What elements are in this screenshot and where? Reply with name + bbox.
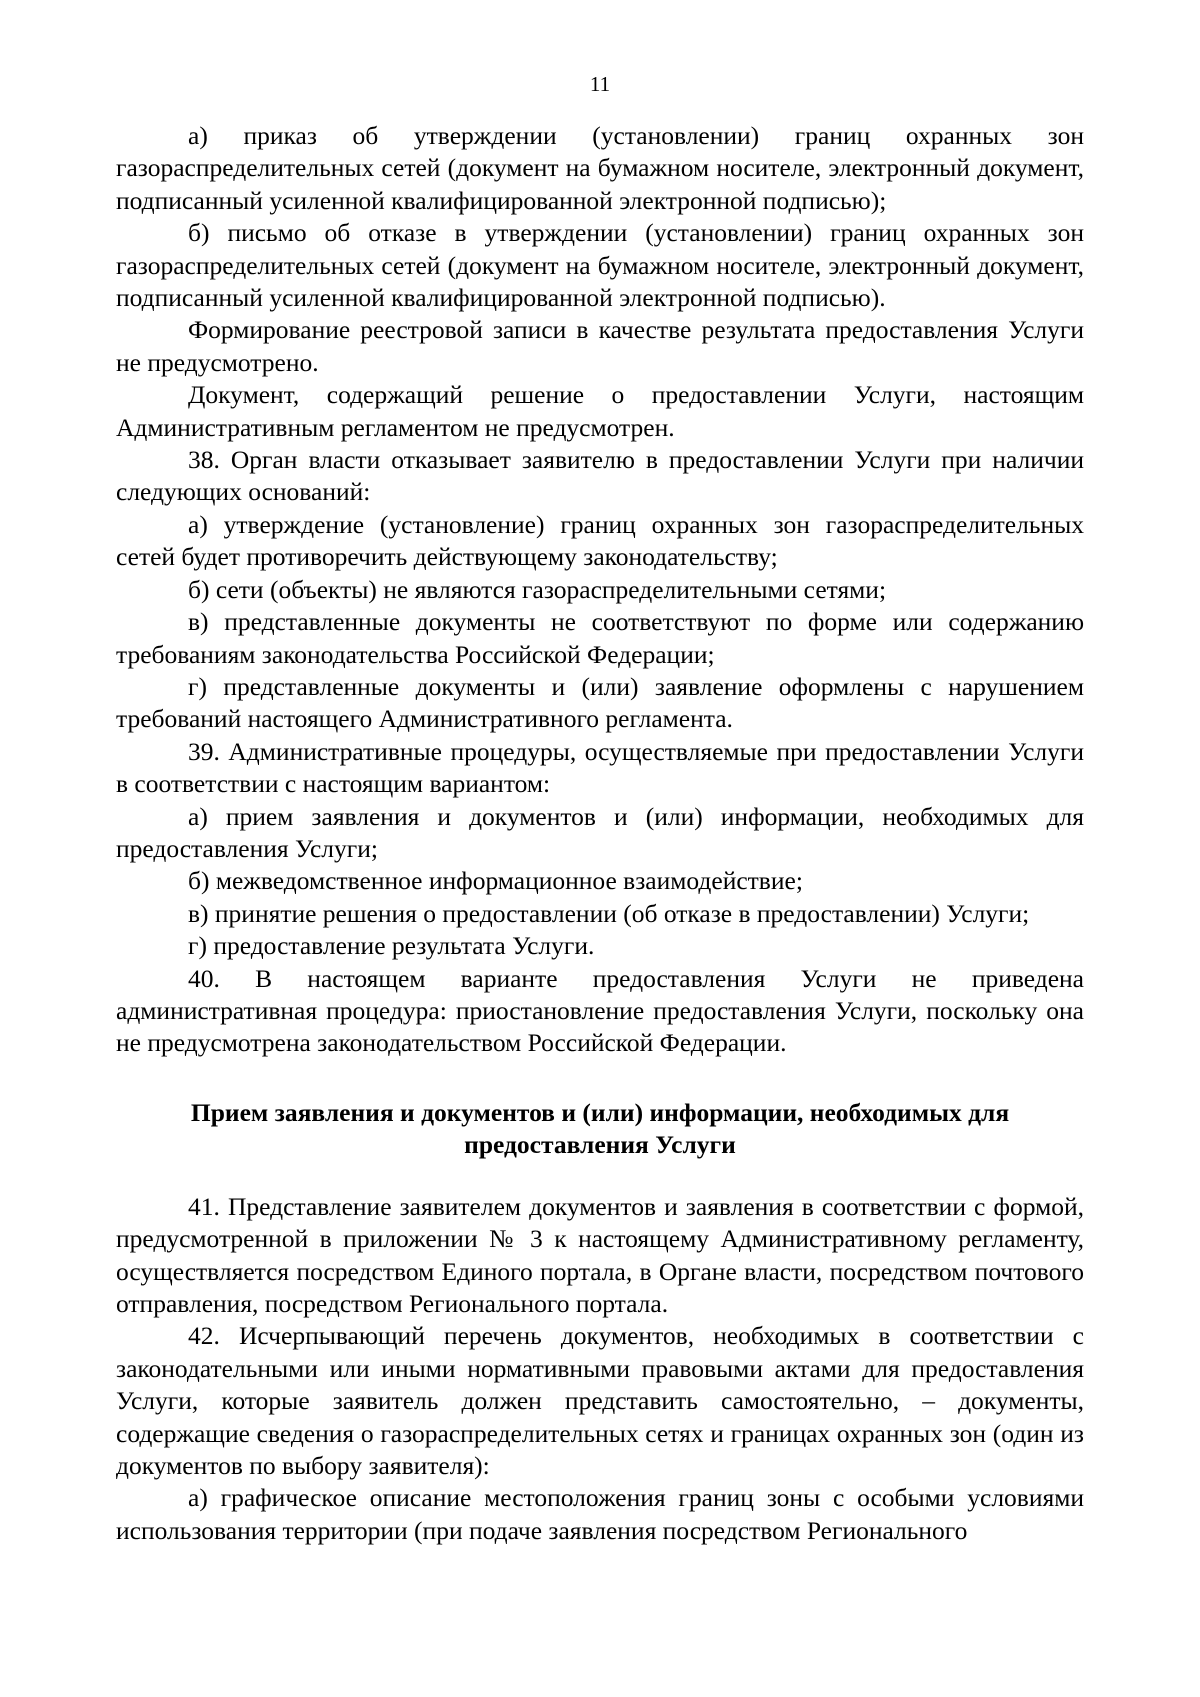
section-heading [116,1097,1084,1161]
paragraph-39-b: б) межведомственное информационное взаимодействие; [188,866,803,896]
section-heading-line-1: Прием заявления и документов и (или) информации, необходимых для [190,1097,1010,1127]
paragraph-result-refusal-letter: б) письмо об отказе в утверждении (установлении) границ охранных зон газораспределительных сетей (документ на бумажном носителе, электронный документ, подписанный усиленной квалифицированной электронной подписью). [116,218,1084,313]
paragraph-42: 42. Исчерпывающий перечень документов, необходимых в соответствии с законодательными или иными нормативными правовыми актами для предоставления Услуги, которые заявитель должен представить самостоятельно, – документы, содержащие сведения о газораспределительных сетях и границах охранных зон (один из документов по выбору заявителя): [116,1321,1084,1481]
page-number: 11 [589,72,611,96]
paragraph-39-g: г) предоставление результата Услуги. [188,931,595,961]
paragraph-42-a: а) графическое описание местоположения границ зоны с особыми условиями использования территории (при подаче заявления посредством Регионального [116,1483,1084,1545]
paragraph-41: 41. Представление заявителем документов и заявления в соответствии с формой, предусмотренной в приложении № 3 к настоящему Административному регламенту, осуществляется посредством Единого портала, в Органе власти, посредством почтового отправления, посредством Регионального портала. [116,1191,1084,1318]
paragraph-39: 39. Административные процедуры, осуществляемые при предоставлении Услуги в соответствии с настоящим вариантом: [116,736,1084,799]
paragraph-decision-document: Документ, содержащий решение о предоставлении Услуги, настоящим Административным регламентом не предусмотрен. [116,380,1084,442]
paragraph-38-g: г) представленные документы и (или) заявление оформлены с нарушением требований настоящего Административного регламента. [116,671,1084,734]
paragraph-registry-record: Формирование реестровой записи в качестве результата предоставления Услуги не предусмотрено. [116,315,1084,377]
paragraph-38: 38. Орган власти отказывает заявителю в предоставлении Услуги при наличии следующих оснований: [116,445,1084,507]
paragraph-39-a: а) прием заявления и документов и (или) информации, необходимых для предоставления Услуги; [116,801,1084,863]
paragraph-38-v: в) представленные документы не соответствуют по форме или содержанию требованиям законодательства Российской Федерации; [116,607,1084,669]
paragraph-38-a: а) утверждение (установление) границ охранных зон газораспределительных сетей будет противоречить действующему законодательству; [116,509,1084,572]
paragraph-38-b: б) сети (объекты) не являются газораспределительными сетями; [188,574,887,604]
paragraph-result-order: а) приказ об утверждении (установлении) границ охранных зон газораспределительных сетей (документ на бумажном носителе, электронный документ, подписанный усиленной квалифицированной электронной подписью); [116,121,1084,215]
document-body [116,120,1084,1547]
paragraph-40: 40. В настоящем варианте предоставления Услуги не приведена административная процедура: приостановление предоставления Услуги, поскольку она не предусмотрена законодательством Российской Федерации. [116,963,1084,1058]
paragraph-39-v: в) принятие решения о предоставлении (об отказе в предоставлении) Услуги; [188,898,1030,928]
section-heading-line-2: предоставления Услуги [464,1129,736,1159]
